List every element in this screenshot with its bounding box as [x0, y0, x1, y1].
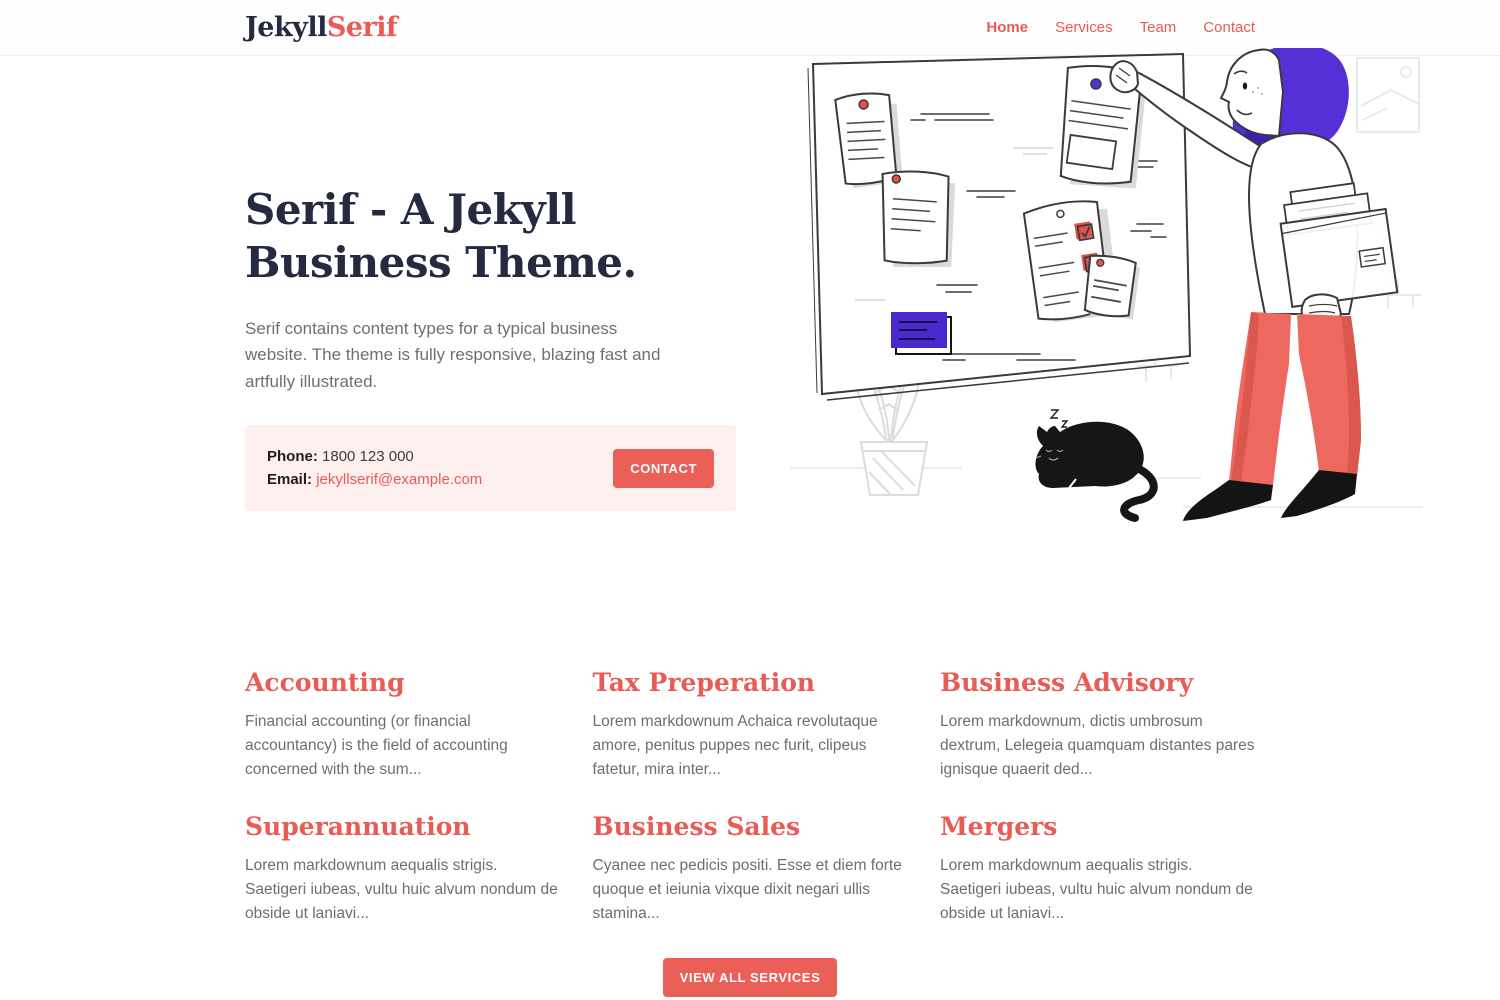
service-excerpt: Lorem markdownum, dictis umbrosum dextrum, Lelegeia quamquam distantes pares ignisque quaerit ded... [940, 713, 1255, 779]
red-pin-icon [1096, 259, 1104, 267]
picture-frame-icon [1357, 58, 1419, 132]
service-card-business-sales [593, 812, 908, 926]
service-title: Superannuation [245, 812, 471, 842]
hero-description: Serif contains content types for a typical business website. The theme is fully responsive, blazing fast and artfully illustrated. [245, 318, 661, 391]
sticky-note-icon [1080, 253, 1143, 322]
service-excerpt: Lorem markdownum Achaica revolutaque amore, penitus puppes nec furit, clipeus fatetur, mira inter... [592, 713, 878, 779]
service-excerpt: Lorem markdownum aequalis strigis. Saetigeri iubeas, vultu huic alvum nondum de obside ut laniavi... [245, 857, 558, 923]
service-card-tax-preperation [593, 668, 908, 782]
contact-panel [245, 425, 736, 512]
back-shoe [1281, 470, 1357, 518]
sleeping-cat-icon [1036, 410, 1154, 518]
sticky-note-icon [876, 169, 958, 271]
red-pin-icon [859, 100, 868, 109]
page-title-line2: Business Theme. [245, 237, 637, 287]
service-excerpt: Financial accounting (or financial accountancy) is the field of accounting concerned with the sum... [245, 713, 508, 779]
nav-item-team[interactable]: Team [1139, 19, 1177, 36]
service-excerpt: Lorem markdownum aequalis strigis. Saetigeri iubeas, vultu huic alvum nondum de obside ut laniavi... [940, 857, 1253, 923]
page-title-line1: Serif - A Jekyll [245, 185, 577, 234]
nav-item-home[interactable]: Home [986, 19, 1029, 36]
service-title: Accounting [245, 668, 405, 697]
page-title [245, 184, 745, 290]
view-all-services-button[interactable]: VIEW ALL SERVICES [663, 958, 838, 997]
contact-button[interactable]: CONTACT [613, 449, 714, 488]
site-logo[interactable] [245, 12, 397, 43]
folder-icon [1276, 179, 1397, 307]
service-card-business-advisory [940, 668, 1255, 782]
brand-name-accent: Serif [326, 12, 398, 43]
eye [1243, 83, 1247, 90]
phone-line [267, 445, 482, 468]
hero-illustration [785, 48, 1440, 528]
service-title: Mergers [940, 812, 1058, 842]
service-card-superannuation [245, 812, 560, 926]
email-link[interactable]: jekyllserif@example.com [316, 471, 483, 489]
nav-item-contact[interactable]: Contact [1203, 19, 1255, 36]
service-title: Business Sales [592, 812, 801, 842]
front-shoe [1183, 480, 1273, 521]
purple-pin-icon [1090, 78, 1101, 89]
service-card-mergers [940, 812, 1255, 926]
service-title: Business Advisory [940, 668, 1194, 697]
red-pin-icon [892, 175, 901, 184]
purple-card-icon [891, 312, 951, 354]
services-section [0, 668, 1500, 997]
email-label: Email: [267, 471, 313, 489]
phone-value: 1800 123 000 [322, 447, 414, 465]
service-card-accounting [245, 668, 560, 782]
hero-section [0, 56, 1500, 668]
contact-details [267, 445, 482, 492]
main-nav [986, 19, 1255, 36]
service-excerpt: Cyanee nec pedicis positi. Esse et diem forte quoque et ieiunia vixque dixit negari ullis stamina... [592, 857, 902, 923]
face [1221, 49, 1283, 136]
phone-label: Phone: [267, 447, 318, 465]
email-line [267, 468, 482, 491]
services-grid [245, 668, 1255, 926]
nav-item-services[interactable]: Services [1055, 19, 1113, 36]
hand [1110, 61, 1138, 92]
brand-name-main: Jekyll [245, 12, 327, 43]
service-title: Tax Preperation [592, 668, 816, 697]
